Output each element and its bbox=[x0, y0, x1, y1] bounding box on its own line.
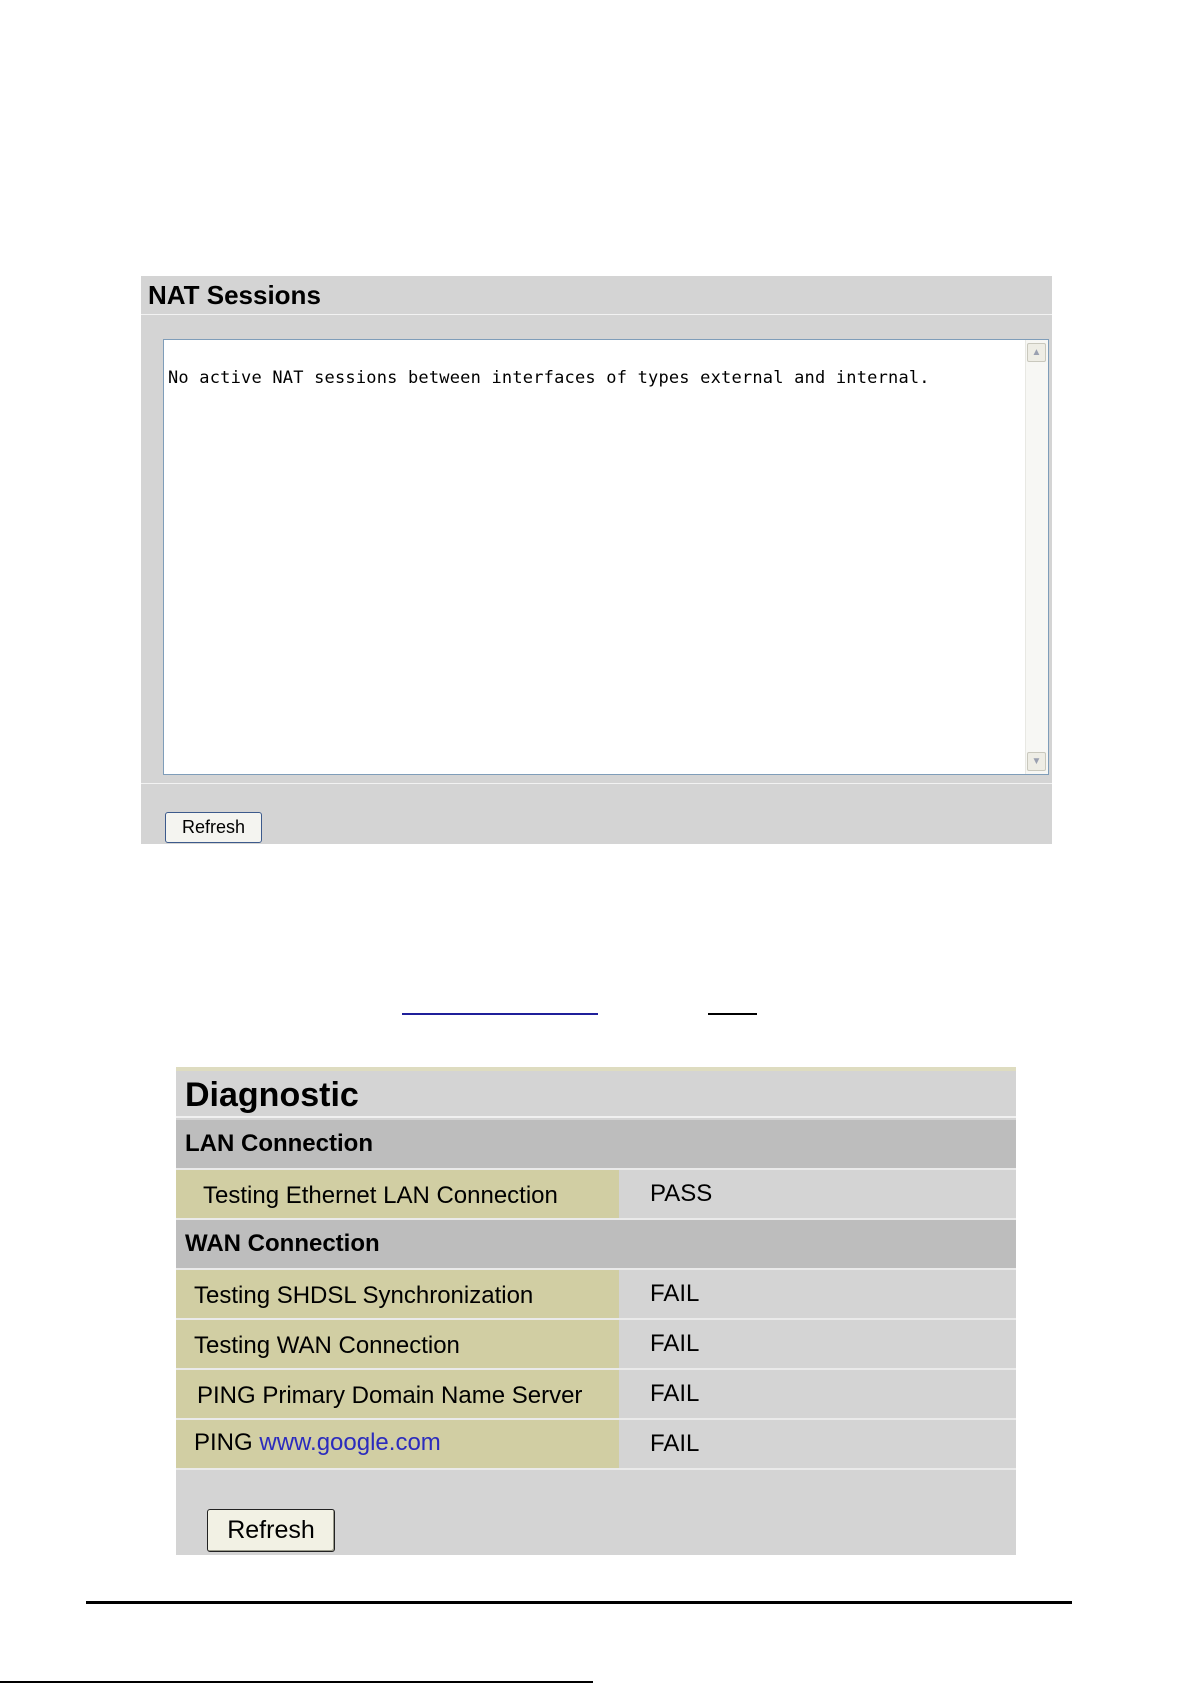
diag-row-label bbox=[176, 1420, 619, 1468]
page-footer-rule bbox=[86, 1601, 1072, 1604]
diag-row-status: FAIL bbox=[620, 1320, 1016, 1368]
diagnostic-top-border bbox=[176, 1067, 1016, 1071]
diag-row-status: FAIL bbox=[620, 1370, 1016, 1418]
diag-row-ping-dns bbox=[176, 1370, 1016, 1418]
nat-refresh-button[interactable]: Refresh bbox=[165, 812, 262, 843]
text-underline bbox=[708, 1013, 757, 1015]
page-bottom-rule bbox=[0, 1681, 593, 1683]
diag-row-label: Testing WAN Connection bbox=[176, 1320, 619, 1368]
diag-row-wan-connection bbox=[176, 1320, 1016, 1368]
scroll-up-icon[interactable]: ▲ bbox=[1027, 343, 1046, 362]
diag-row-status: PASS bbox=[620, 1170, 1016, 1218]
diagnostic-panel bbox=[176, 1067, 1016, 1555]
diag-row-ping-google bbox=[176, 1420, 1016, 1468]
lan-connection-section: LAN Connection bbox=[176, 1120, 1016, 1168]
google-link[interactable]: www.google.com bbox=[259, 1429, 441, 1456]
diag-row-ethernet-lan bbox=[176, 1170, 1016, 1218]
diag-row-status: FAIL bbox=[620, 1420, 1016, 1468]
diag-row-label: Testing SHDSL Synchronization bbox=[176, 1270, 619, 1318]
wan-connection-section: WAN Connection bbox=[176, 1220, 1016, 1268]
divider bbox=[176, 1468, 1016, 1470]
nat-sessions-title: NAT Sessions bbox=[141, 276, 1052, 315]
ping-prefix: PING bbox=[194, 1429, 253, 1456]
diag-row-label: Testing Ethernet LAN Connection bbox=[176, 1170, 619, 1218]
diag-row-shdsl-sync bbox=[176, 1270, 1016, 1318]
nat-sessions-textarea[interactable] bbox=[163, 339, 1049, 775]
nat-sessions-footer bbox=[141, 783, 1052, 844]
diagnostic-refresh-button[interactable]: Refresh bbox=[207, 1509, 335, 1552]
nat-textarea-scrollbar[interactable] bbox=[1025, 340, 1048, 774]
nat-sessions-text: No active NAT sessions between interfaces of types external and internal. bbox=[168, 368, 930, 388]
nat-sessions-panel bbox=[141, 276, 1052, 843]
diag-row-status: FAIL bbox=[620, 1270, 1016, 1318]
diag-row-label: PING Primary Domain Name Server bbox=[176, 1370, 619, 1418]
diagnostic-title: Diagnostic bbox=[176, 1073, 1016, 1118]
link-underline bbox=[402, 1013, 598, 1015]
scroll-down-icon[interactable]: ▼ bbox=[1027, 752, 1046, 771]
nat-sessions-body bbox=[141, 315, 1052, 782]
